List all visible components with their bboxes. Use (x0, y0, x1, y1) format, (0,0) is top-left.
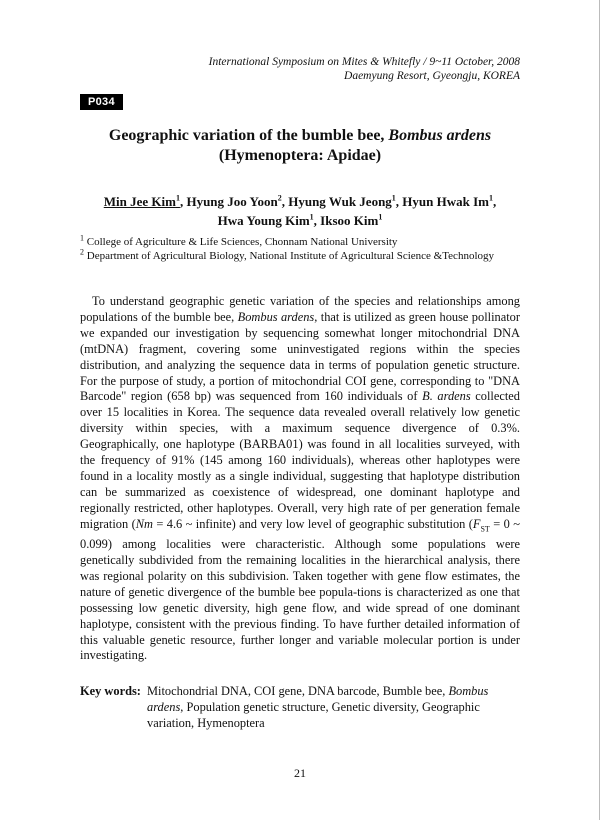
affiliation-item: $^1$ College of Agriculture & Life Sciences, Chonnam National University (80, 233, 398, 248)
conference-header (209, 55, 520, 83)
title-line1: Geographic variation of the bumble bee, (108, 127, 385, 144)
author: Iksoo Kim$^1$ (320, 212, 383, 228)
paper-title (80, 126, 520, 166)
page-number: 21 (294, 766, 306, 780)
conference-name: International Symposium on Mites & Whitefly / 9~11 October, 2008 (208, 56, 520, 68)
title-line2: (Hymenoptera: Apidae) (218, 147, 382, 164)
affiliation-item: $^2$ Department of Agricultural Biology, National Institute of Agricultural Science &Technology (80, 247, 494, 262)
keywords-label: Key words: (80, 684, 141, 698)
author: Hwa Young Kim$^1$ (217, 212, 314, 228)
poster-id-badge: P034 (80, 94, 123, 110)
author: Hyung Wuk Jeong$^1$ (288, 193, 396, 209)
title-species: Bombus ardens (388, 127, 492, 144)
conference-venue: Daemyung Resort, Gyeongju, KOREA (344, 70, 520, 82)
abstract-body: To understand geographic genetic variation of the species and relationships among populations of the bumble bee, Bombus ardens, that is utilized as green house pollinator we expanded our investigation by sequencing somewhat longer mitochondrial DNA (mtDNA) fragment, covering some uninvestigated regions within the species distribution, and analyzing the sequence data in terms of population genetic structure. For the purpose of study, a portion of mitochondrial COI gene, corresponding to "DNA Barcode" region (658 bp) was sequenced from 160 individuals of B. ardens collected over 15 localities in Korea. The sequence data revealed overall relatively low genetic diversity within species, with a maximum sequence divergence of 0.3%. Geographically, one haplotype (BARBA01) was found in all localities surveyed, with the frequency of 91% (145 among 160 individuals), whereas other haplotypes were found in a locality mostly as a single individual, suggesting that haplotype distribution can be summarized as coexistence of widespread, one dominant haplotype and regionally restricted, other haplotypes. Overall, very high rate of per generation female migration (Nm = 4.6 ~ infinite) and very low level of geographic substitution ($F_{ST} = 0$ ~ 0.099) among localities were characteristic. Although some populations were genetically subdivided from the remaining localities in the hierarchical analysis, there was regional polarity on this subdivision. Taken together with gene flow estimates, the nature of genetic divergence of the bumble bee popula-tions is characterized as one that possessing low genetic diversity, high gene flow, and wide spread of one dominant haplotype, consistent with the previous finding. To have further detailed information of this valuable genetic resource, further longer and variable molecular portion is under investigating. (80, 294, 520, 663)
author-presenting: Min Jee Kim$^1$ (103, 193, 180, 209)
keywords (80, 683, 520, 731)
author: Hyun Hwak Im$^1$ (402, 193, 493, 209)
keywords-text: Mitochondrial DNA, COI gene, DNA barcode, Bumble bee, Bombus ardens, Population genetic structure, Genetic diversity, Geographic variation, Hymenoptera (147, 684, 489, 730)
affiliations (80, 235, 530, 263)
author: Hyung Joo Yoon$^2$ (186, 193, 282, 209)
author-list: Min Jee Kim$^1$, Hyung Joo Yoon$^2$, Hyung Wuk Jeong$^1$, Hyun Hwak Im$^1$, Hwa Young Kim$^1$, Iksoo Kim$^1$ (103, 193, 497, 228)
